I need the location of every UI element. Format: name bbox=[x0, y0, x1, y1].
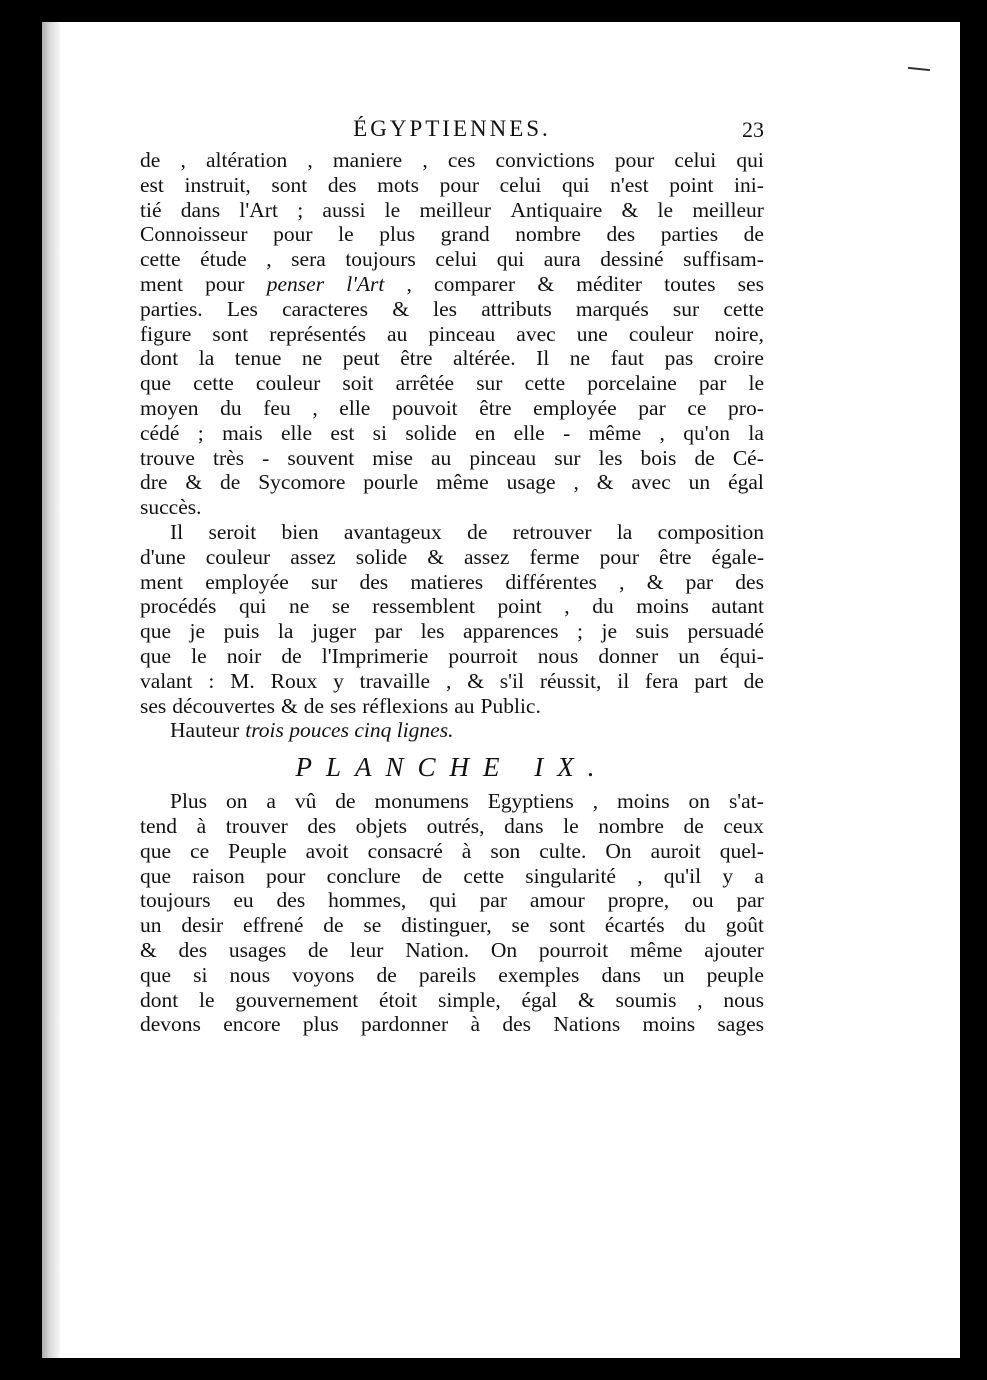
running-title: ÉGYPTIENNES. bbox=[353, 116, 551, 141]
page-number: 23 bbox=[742, 117, 764, 142]
text-line: de , altération , maniere , ces convictions pour celui qui bbox=[140, 148, 764, 172]
text-line: parties. Les caracteres & les attributs marqués sur cette bbox=[140, 296, 764, 321]
text-line: Plus on a vû de monumens Egyptiens , moins on s'at- bbox=[170, 789, 764, 814]
text-line: d'une couleur assez solide & assez ferme pour être égale- bbox=[140, 544, 764, 569]
page-gutter-shadow bbox=[42, 22, 60, 1358]
book-page bbox=[42, 22, 960, 1358]
text-line: toujours eu des hommes, qui par amour propre, ou par bbox=[140, 888, 764, 913]
paragraph-3 bbox=[140, 789, 764, 1037]
text-line: ment employée sur des matieres différentes , & par des bbox=[140, 569, 764, 594]
text-line: valant : M. Roux y travaille , & s'il réussit, il fera part de bbox=[140, 668, 764, 693]
page-text bbox=[140, 116, 764, 1037]
dimension-value: trois pouces cinq lignes. bbox=[245, 718, 454, 743]
text-line: trouve très - souvent mise au pinceau sur les bois de Cé- bbox=[140, 445, 764, 470]
plate-heading: PLANCHE IX. bbox=[295, 752, 609, 783]
paragraph-2 bbox=[140, 520, 764, 718]
text-line: dont la tenue ne peut être altérée. Il ne faut pas croire bbox=[140, 346, 764, 371]
paragraph-1 bbox=[140, 148, 764, 520]
dimension-label: Hauteur bbox=[170, 718, 240, 743]
text-line: que si nous voyons de pareils exemples dans un peuple bbox=[140, 962, 764, 987]
text-line: figure sont représentés au pinceau avec une couleur noire, bbox=[140, 321, 764, 346]
dimension-line bbox=[140, 718, 764, 743]
text-line: procédés qui ne se ressemblent point , du moins autant bbox=[140, 594, 764, 619]
text-line: que cette couleur soit arrêtée sur cette porcelaine par le bbox=[140, 371, 764, 396]
text-line: que je puis la juger par les apparences ; je suis persuadé bbox=[140, 619, 764, 644]
text-line: un desir effrené de se distinguer, se sont écartés du goût bbox=[140, 913, 764, 938]
text-line: devons encore plus pardonner à des Nations moins sages bbox=[140, 1012, 764, 1037]
text-line: cédé ; mais elle est si solide en elle - même , qu'on la bbox=[140, 420, 764, 445]
text-line: tié dans l'Art ; aussi le meilleur Antiquaire & le meilleur bbox=[140, 197, 764, 222]
text-line: que le noir de l'Imprimerie pourroit nous donner un équi- bbox=[140, 643, 764, 668]
text-line: est instruit, sont des mots pour celui qui n'est point ini- bbox=[140, 172, 764, 197]
text-line: ment pour penser l'Art , comparer & méditer toutes ses bbox=[140, 271, 764, 296]
text-line: & des usages de leur Nation. On pourroit même ajouter bbox=[140, 937, 764, 962]
text-line: Connoisseur pour le plus grand nombre des parties de bbox=[140, 222, 764, 247]
text-line: que ce Peuple avoit consacré à son culte. On auroit quel- bbox=[140, 838, 764, 863]
text-line: moyen du feu , elle pouvoit être employée par ce pro- bbox=[140, 395, 764, 420]
text-line: tend à trouver des objets outrés, dans le nombre de ceux bbox=[140, 813, 764, 838]
text-line: dont le gouvernement étoit simple, égal & soumis , nous bbox=[140, 987, 764, 1012]
text-line: cette étude , sera toujours celui qui aura dessiné suffisam- bbox=[140, 247, 764, 272]
text-line: Il seroit bien avantageux de retrouver la composition bbox=[170, 519, 764, 544]
text-line: que raison pour conclure de cette singularité , qu'il y a bbox=[140, 863, 764, 888]
text-line: ses découvertes & de ses réflexions au Public. bbox=[140, 693, 541, 718]
margin-mark bbox=[908, 67, 930, 71]
running-header bbox=[140, 116, 764, 146]
text-line: succès. bbox=[140, 495, 202, 520]
text-line: dre & de Sycomore pourle même usage , & avec un égal bbox=[140, 470, 764, 495]
